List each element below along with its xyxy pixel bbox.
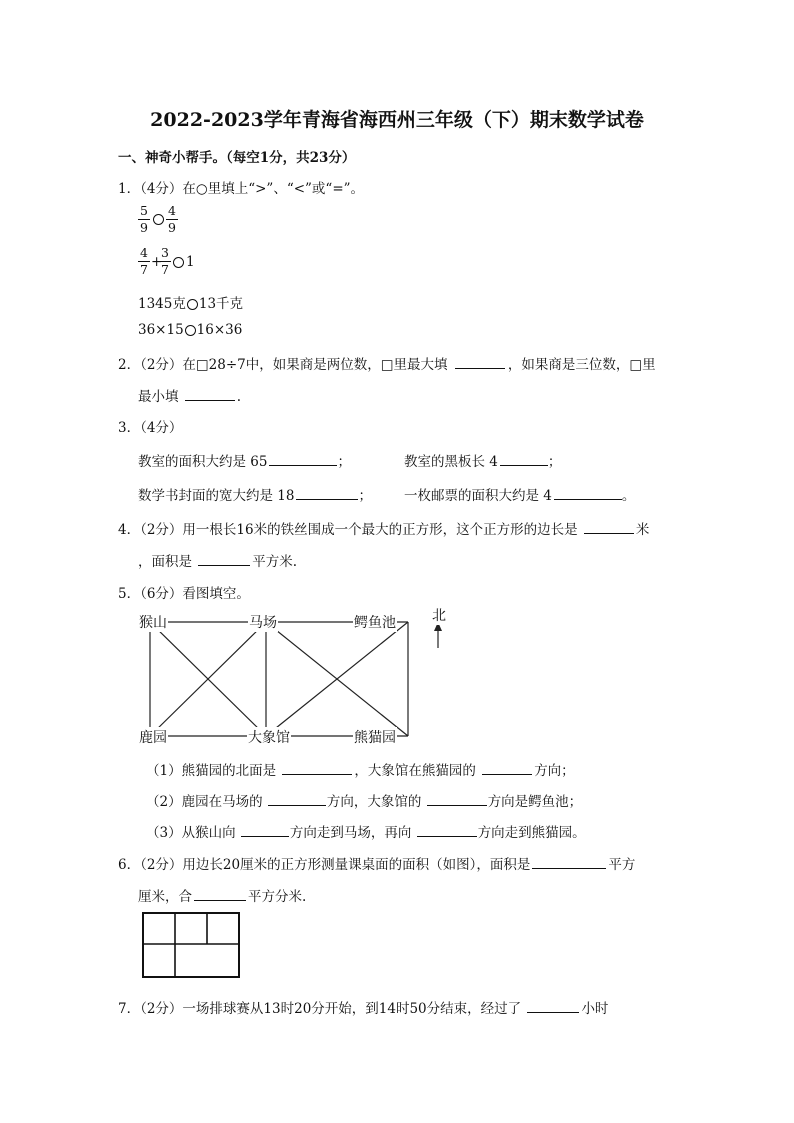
answer-blank[interactable] xyxy=(282,761,352,775)
answer-blank[interactable] xyxy=(194,887,246,901)
q3-item-b: 教室的黑板长 4 ； xyxy=(404,454,562,470)
q1-fraction-4-7: 4 7 xyxy=(138,246,150,277)
q3-item-c: 数学书封面的宽大约是 18 ； xyxy=(138,488,372,504)
answer-blank[interactable] xyxy=(500,452,548,466)
question-1-stem: 1．（4分）在○里填上“>”、“<”或“=”。 xyxy=(118,181,365,197)
north-label: 北 xyxy=(431,605,447,625)
q1-fraction-4-9: 4 9 xyxy=(166,204,178,235)
answer-blank[interactable] xyxy=(198,552,250,566)
answer-blank[interactable] xyxy=(185,387,235,401)
q1-one: 1 xyxy=(186,254,195,270)
q1-line-3: 1345克 13千克 xyxy=(138,296,244,312)
q1-fraction-3-7: 3 7 xyxy=(159,246,171,277)
answer-blank[interactable] xyxy=(427,792,487,806)
question-3-stem: 3．（4分） xyxy=(118,420,183,436)
q5-sub-1: （1）熊猫园的北面是 ，大象馆在熊猫园的 方向； xyxy=(146,763,575,779)
map-label-xiongmaoyuan: 熊猫园 xyxy=(353,727,397,747)
compare-circle-icon[interactable] xyxy=(187,299,198,310)
question-6-line-1: 6．（2分）用边长20厘米的正方形测量课桌面的面积（如图），面积是 平方 xyxy=(118,857,636,873)
q5-sub-3: （3）从猴山向 方向走到马场，再向 方向走到熊猫园。 xyxy=(146,825,586,841)
q3-item-d: 一枚邮票的面积大约是 4 。 xyxy=(404,488,636,504)
q1-fraction-5-9: 5 9 xyxy=(138,204,150,235)
question-7-line-1: 7．（2分）一场排球赛从13时20分开始，到14时50分结束，经过了 小时 xyxy=(118,1001,609,1017)
answer-blank[interactable] xyxy=(268,792,326,806)
question-5-stem: 5．（6分）看图填空。 xyxy=(118,586,250,602)
q1-line-4: 36×15 16×36 xyxy=(138,322,243,338)
section-heading: 一、神奇小帮手。（每空1分，共23分） xyxy=(118,150,356,166)
question-6-line-2: 厘米，合 平方分米. xyxy=(138,889,307,905)
q3-item-a: 教室的面积大约是 65 ； xyxy=(138,454,351,470)
question-2-line-1: 2．（2分）在□28÷7中，如果商是两位数，□里最大填 ，如果商是三位数，□里 xyxy=(118,357,656,373)
desk-grid-figure xyxy=(141,911,243,981)
answer-blank[interactable] xyxy=(296,486,358,500)
plus-sign: + xyxy=(151,254,163,270)
answer-blank[interactable] xyxy=(532,855,606,869)
page-title: 2022-2023学年青海省海西州三年级（下）期末数学试卷 xyxy=(150,109,644,131)
answer-blank[interactable] xyxy=(482,761,532,775)
answer-blank[interactable] xyxy=(417,823,477,837)
desk-outline xyxy=(143,913,239,977)
answer-blank[interactable] xyxy=(241,823,289,837)
map-label-houshan: 猴山 xyxy=(138,612,168,632)
answer-blank[interactable] xyxy=(527,999,579,1013)
q5-sub-2: （2）鹿园在马场的 方向，大象馆的 方向是鳄鱼池； xyxy=(146,794,583,810)
map-label-eyuchi: 鳄鱼池 xyxy=(353,612,397,632)
compare-circle-icon[interactable] xyxy=(185,325,196,336)
map-label-luyuan: 鹿园 xyxy=(138,727,168,747)
question-4-line-2: ，面积是 平方米. xyxy=(138,554,298,570)
map-label-machang: 马场 xyxy=(248,612,278,632)
question-2-line-2: 最小填 . xyxy=(138,389,242,405)
map-label-daxiangguan: 大象馆 xyxy=(247,727,291,747)
answer-blank[interactable] xyxy=(455,355,505,369)
question-4-line-1: 4．（2分）用一根长16米的铁丝围成一个最大的正方形，这个正方形的边长是 米 xyxy=(118,522,650,538)
compare-circle-icon[interactable] xyxy=(173,257,184,268)
compare-circle-icon[interactable] xyxy=(153,214,164,225)
answer-blank[interactable] xyxy=(584,520,634,534)
answer-blank[interactable] xyxy=(554,486,622,500)
answer-blank[interactable] xyxy=(269,452,337,466)
